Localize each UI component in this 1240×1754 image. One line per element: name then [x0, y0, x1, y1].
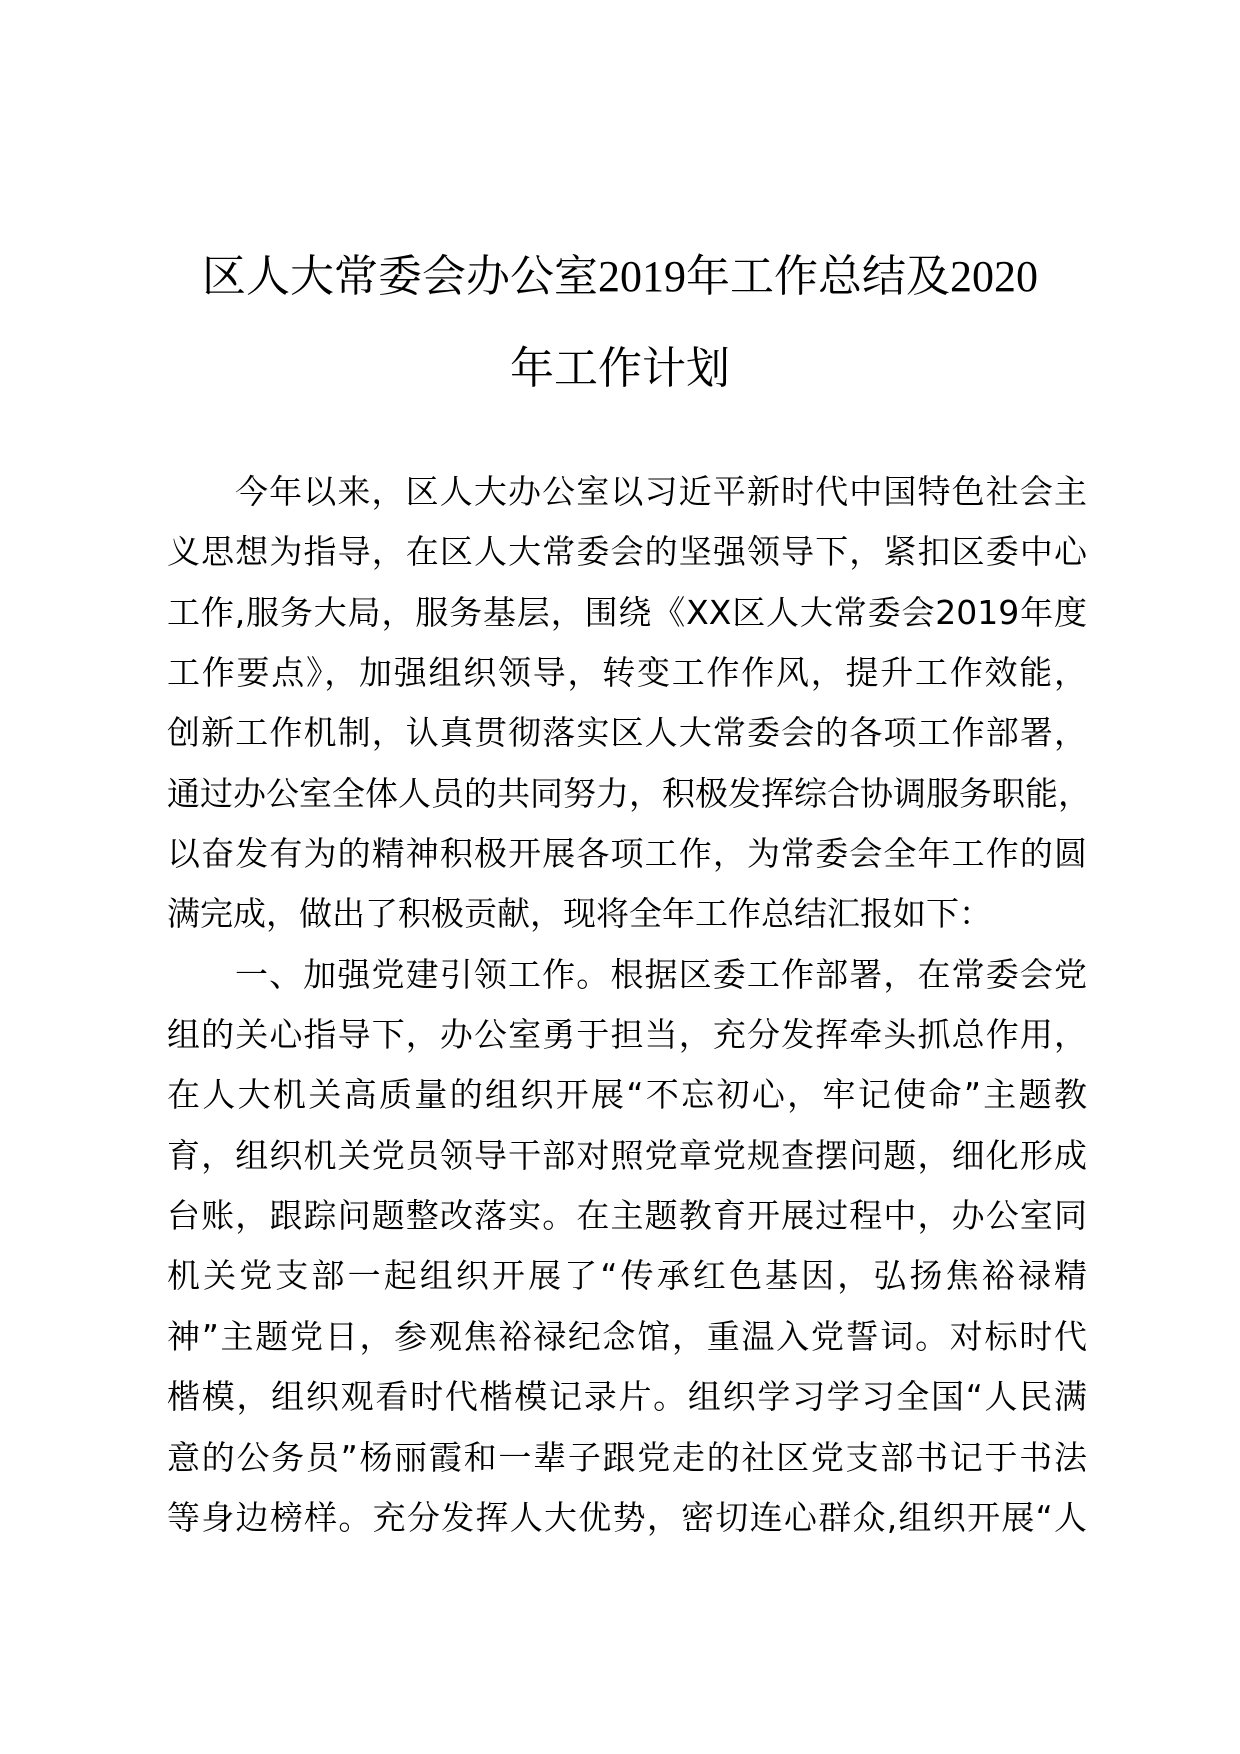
paragraph-line: 工作要点》，加强组织领导，转变工作作风，提升工作效能，	[167, 653, 1087, 693]
paragraph-line: 满完成，做出了积极贡献，现将全年工作总结汇报如下：	[167, 894, 992, 934]
paragraph-line: 工作,服务大局，服务基层，围绕《XX区人大常委会2019年度	[167, 592, 1087, 632]
paragraph-line: 台账，跟踪问题整改落实。在主题教育开展过程中，办公室同	[167, 1196, 1087, 1236]
paragraph-line: 育，组织机关党员领导干部对照党章党规查摆问题，细化形成	[167, 1135, 1087, 1175]
paragraph-line: 机关党支部一起组织开展了“传承红色基因，弘扬焦裕禄精	[167, 1256, 1087, 1296]
document-title-line-2: 年工作计划	[510, 344, 730, 393]
document-title-line-1: 区人大常委会办公室2019年工作总结及2020	[202, 252, 1038, 301]
paragraph-line: 在人大机关高质量的组织开展“不忘初心，牢记使命”主题教	[167, 1075, 1087, 1115]
paragraph-line: 通过办公室全体人员的共同努力，积极发挥综合协调服务职能，	[167, 773, 1091, 813]
paragraph-line: 神”主题党日，参观焦裕禄纪念馆，重温入党誓词。对标时代	[167, 1316, 1087, 1356]
paragraph-line: 以奋发有为的精神积极开展各项工作，为常委会全年工作的圆	[167, 834, 1087, 874]
paragraph-line: 意的公务员”杨丽霞和一辈子跟党走的社区党支部书记于书法	[167, 1437, 1087, 1477]
paragraph-line: 组的关心指导下，办公室勇于担当，充分发挥牵头抓总作用，	[167, 1015, 1087, 1055]
paragraph-line: 楷模，组织观看时代楷模记录片。组织学习学习全国“人民满	[167, 1377, 1087, 1417]
paragraph-line: 创新工作机制，认真贯彻落实区人大常委会的各项工作部署，	[167, 713, 1087, 753]
document-body	[167, 462, 1091, 1548]
paragraph-line: 一、加强党建引领工作。根据区委工作部署，在常委会党	[235, 954, 1087, 994]
paragraph-line: 今年以来，区人大办公室以习近平新时代中国特色社会主	[235, 472, 1087, 511]
paragraph-line: 等身边榜样。充分发挥人大优势，密切连心群众,组织开展“人	[167, 1497, 1087, 1537]
paragraph-line: 义思想为指导，在区人大常委会的坚强领导下，紧扣区委中心	[167, 532, 1087, 572]
